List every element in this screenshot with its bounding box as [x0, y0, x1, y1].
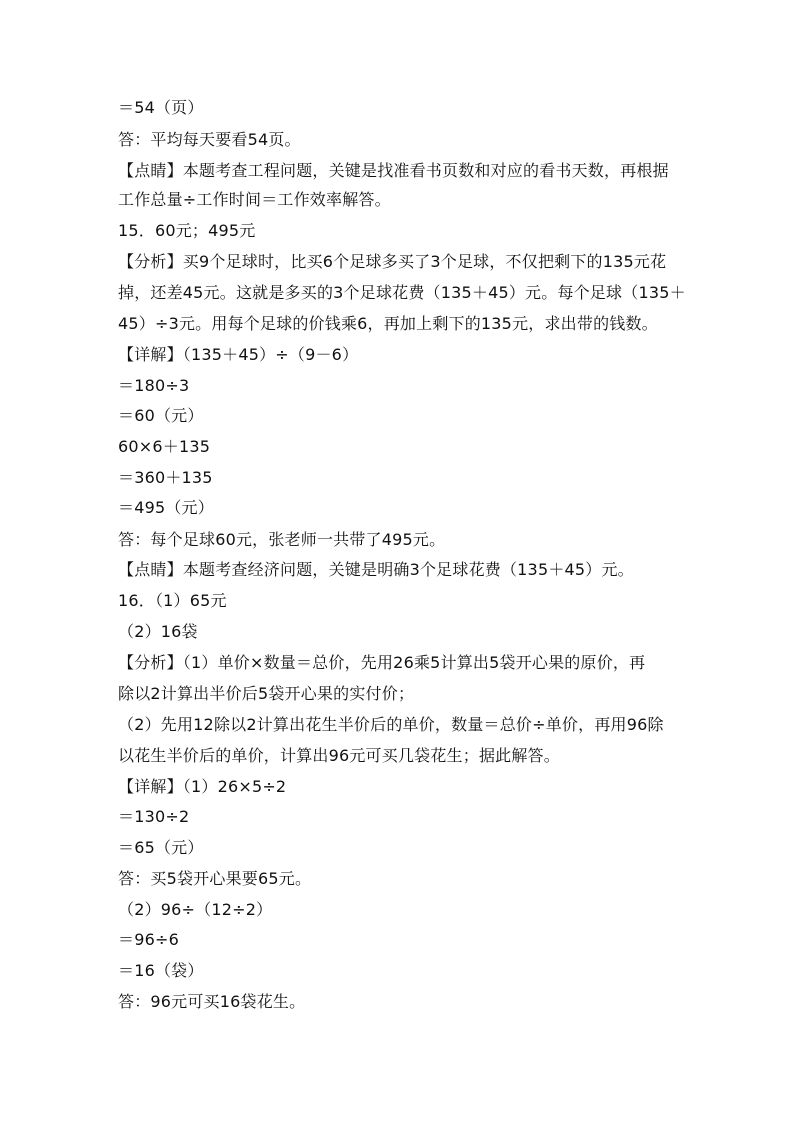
equation-line: ＝180÷3 [118, 376, 190, 395]
equation-line: ＝130÷2 [118, 807, 190, 826]
comment-line: 【点睛】本题考查工程问题，关键是找准看书页数和对应的看书天数，再根据 [118, 161, 669, 180]
text-line: 掉，还差45元。这就是多买的3个足球花费（135＋45）元。每个足球（135＋ [118, 283, 686, 302]
equation-line: （2）96÷（12÷2） [118, 900, 273, 919]
answer-line: 答：96元可买16袋花生。 [118, 992, 306, 1011]
text-line: 以花生半价后的单价，计算出96元可买几袋花生；据此解答。 [118, 746, 560, 765]
answer-line: 答：每个足球60元，张老师一共带了495元。 [118, 530, 446, 549]
solution-line: 【详解】（135＋45）÷（9－6） [118, 345, 359, 364]
equation-line: ＝96÷6 [118, 930, 179, 949]
text-line: （2）16袋 [118, 622, 198, 641]
analysis-line: 【分析】买9个足球时，比买6个足球多买了3个足球，不仅把剩下的135元花 [118, 252, 667, 271]
text-line: （2）先用12除以2计算出花生半价后的单价，数量＝总价÷单价，再用96除 [118, 715, 664, 734]
text-line: 工作总量÷工作时间＝工作效率解答。 [118, 190, 391, 209]
equation-line: ＝65（元） [118, 838, 204, 857]
equation-line: 60×6＋135 [118, 437, 211, 456]
equation-line: ＝60（元） [118, 406, 204, 425]
solution-line: 【详解】（1）26×5÷2 [118, 777, 287, 796]
equation-line: ＝495（元） [118, 498, 214, 517]
equation-line: ＝16（袋） [118, 961, 204, 980]
equation-line: ＝360＋135 [118, 468, 213, 487]
comment-line: 【点睛】本题考查经济问题，关键是明确3个足球花费（135＋45）元。 [118, 560, 634, 579]
text-line: 除以2计算出半价后5袋开心果的实付价； [118, 684, 415, 703]
answer-line: 答：买5袋开心果要65元。 [118, 869, 312, 888]
analysis-line: 【分析】（1）单价×数量＝总价，先用26乘5计算出5袋开心果的原价，再 [118, 653, 646, 672]
answer-line: 答：平均每天要看54页。 [118, 130, 301, 149]
question-answer-heading: 15．60元；495元 [118, 221, 256, 240]
text-line: 45）÷3元。用每个足球的价钱乘6，再加上剩下的135元，求出带的钱数。 [118, 314, 658, 333]
text-line: ＝54（页） [118, 98, 204, 117]
question-answer-heading: 16．（1）65元 [118, 591, 227, 610]
